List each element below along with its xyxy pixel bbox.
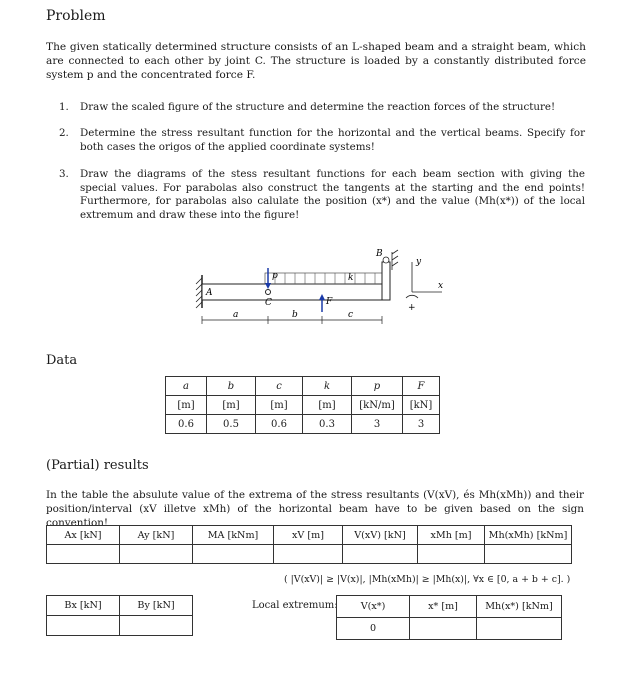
data-symbol: p	[352, 377, 403, 396]
task-2-text: Determine the stress resultant function for the horizontal and the vertical beams. Specify for both cases the origos of the applied coordinate systems!	[80, 127, 585, 153]
local-cell[interactable]	[477, 618, 562, 640]
local-cell: 0	[337, 618, 410, 640]
label-plus: +	[408, 303, 416, 313]
results-paragraph: In the table the absulute value of the extrema of the stress resultants (V(xV), és Mh(xMh)) and their position/interval (xV illetve xMh) of the horizontal beam have to be given based on the sign convention!	[46, 489, 584, 529]
local-cell[interactable]	[410, 618, 477, 640]
data-table-symbols-row	[166, 377, 440, 396]
results-cell[interactable]	[274, 545, 343, 564]
local-header: x* [m]	[410, 596, 477, 618]
data-value: 0.5	[207, 415, 256, 434]
results-value-row	[47, 545, 572, 564]
label-c-joint: C	[265, 298, 272, 308]
results-header: Mh(xMh) [kNm]	[485, 526, 572, 545]
results-cell[interactable]	[120, 545, 193, 564]
data-symbol: F	[403, 377, 440, 396]
data-symbol: c	[256, 377, 303, 396]
local-header: Mh(x*) [kNm]	[477, 596, 562, 618]
reaction-b-table	[46, 595, 193, 636]
label-dim-a: a	[233, 310, 239, 320]
problem-heading: Problem	[46, 8, 106, 24]
reaction-b-header: By [kN]	[120, 596, 193, 616]
data-value: 3	[403, 415, 440, 434]
structure-figure	[180, 240, 450, 335]
data-table	[165, 376, 440, 434]
results-header: MA [kNm]	[193, 526, 274, 545]
results-cell[interactable]	[193, 545, 274, 564]
coordinate-axes	[406, 262, 442, 298]
results-cell[interactable]	[343, 545, 418, 564]
label-dim-b: b	[292, 310, 298, 320]
data-symbol: k	[303, 377, 352, 396]
condition-text: ( |V(xV)| ≥ |V(x)|, |Mh(xMh)| ≥ |Mh(x)|, ∀x ∈ [0, a + b + c]. )	[284, 574, 571, 585]
reaction-b-header: Bx [kN]	[47, 596, 120, 616]
joint-c	[266, 290, 271, 295]
local-extremum-table	[336, 595, 562, 640]
reaction-b-cell[interactable]	[120, 616, 193, 636]
results-header: V(xV) [kN]	[343, 526, 418, 545]
results-cell[interactable]	[418, 545, 485, 564]
task-2: 2. Determine the stress resultant function for the horizontal and the vertical beams. Specify for both cases the origos of the applied coordinate systems!	[59, 127, 585, 153]
data-unit: [m]	[256, 396, 303, 415]
vertical-beam	[382, 262, 390, 300]
data-unit: [kN/m]	[352, 396, 403, 415]
data-value: 0.3	[303, 415, 352, 434]
label-k: k	[348, 273, 354, 283]
results-header-row	[47, 526, 572, 545]
results-table	[46, 525, 572, 564]
task-3: 3. Draw the diagrams of the stess resultant functions for each beam section with giving the special values. For parabolas also construct the tangents at the starting and the end points! Furthermore, for parabolas also calulate the position (x*) and the value (Mh(x*)) of the local extremum and draw these into the figure!	[59, 168, 585, 221]
reaction-b-cell[interactable]	[47, 616, 120, 636]
data-symbol: a	[166, 377, 207, 396]
local-header-row	[337, 596, 562, 618]
results-header: Ay [kN]	[120, 526, 193, 545]
label-a-point: A	[206, 288, 213, 298]
label-x-axis: x	[438, 281, 444, 291]
reaction-b-value-row	[47, 616, 193, 636]
task-1-text: Draw the scaled figure of the structure and determine the reaction forces of the structure!	[80, 101, 556, 113]
reaction-b-header-row	[47, 596, 193, 616]
wall-hatching	[196, 278, 202, 308]
label-b-point: B	[376, 249, 383, 259]
data-table-units-row	[166, 396, 440, 415]
data-unit: [m]	[207, 396, 256, 415]
data-value: 3	[352, 415, 403, 434]
data-value: 0.6	[166, 415, 207, 434]
data-unit: [m]	[303, 396, 352, 415]
data-value: 0.6	[256, 415, 303, 434]
task-3-text: Draw the diagrams of the stess resultant functions for each beam section with giving the special values. For parabolas also construct the tangents at the starting and the end points! Furthermore, for parabolas also calulate the position (x*) and the value (Mh(x*)) of the local extremum and draw these into the figure!	[80, 168, 585, 221]
data-heading: Data	[46, 353, 78, 368]
task-1: 1. Draw the scaled figure of the structure and determine the reaction forces of the structure!	[59, 101, 556, 113]
local-value-row	[337, 618, 562, 640]
results-header: xV [m]	[274, 526, 343, 545]
horizontal-beam	[202, 284, 382, 300]
data-symbol: b	[207, 377, 256, 396]
local-header: V(x*)	[337, 596, 410, 618]
distributed-load	[265, 273, 382, 284]
label-dim-c: c	[348, 310, 354, 320]
label-p: p	[272, 271, 278, 281]
data-unit: [m]	[166, 396, 207, 415]
data-unit: [kN]	[403, 396, 440, 415]
label-y-axis: y	[416, 257, 422, 267]
results-cell[interactable]	[485, 545, 572, 564]
intro-paragraph: The given statically determined structure consists of an L-shaped beam and a straight beam, which are connected to each other by joint C. The structure is loaded by a constantly distributed force system p and the concentrated force F.	[46, 41, 586, 81]
local-extremum-label: Local extremum:	[252, 600, 338, 611]
data-table-values-row	[166, 415, 440, 434]
results-header: xMh [m]	[418, 526, 485, 545]
results-cell[interactable]	[47, 545, 120, 564]
results-heading: (Partial) results	[46, 458, 149, 473]
label-f: F	[326, 297, 333, 307]
results-header: Ax [kN]	[47, 526, 120, 545]
